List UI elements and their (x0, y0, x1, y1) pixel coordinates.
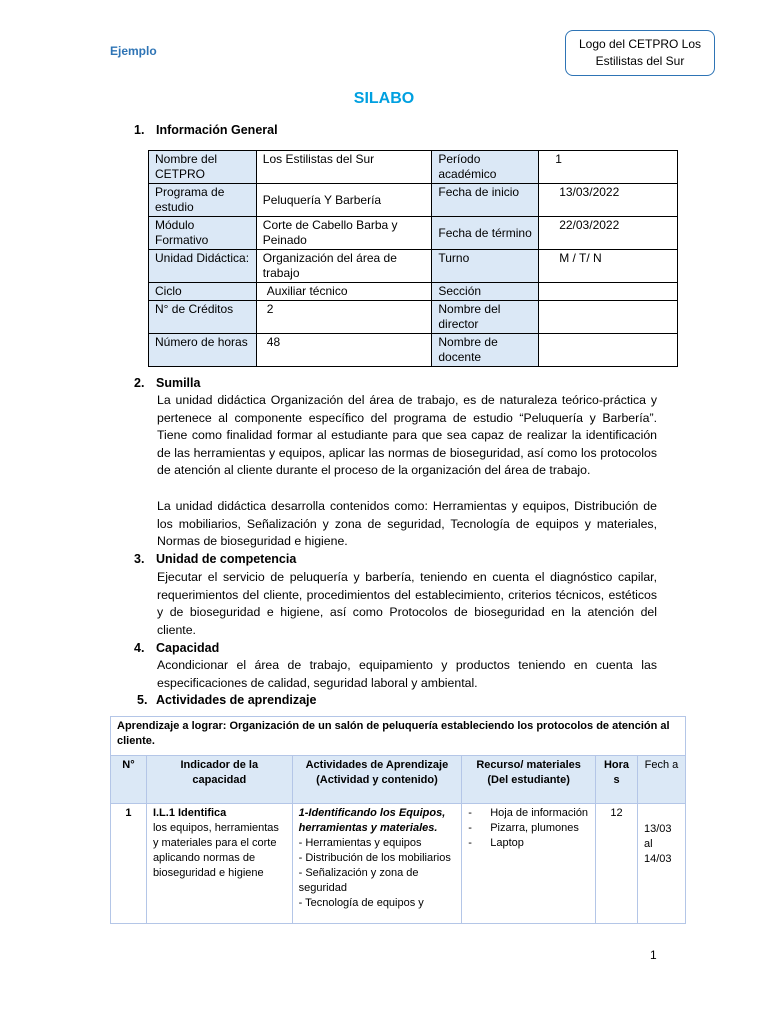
table-row (149, 151, 678, 184)
section-title: Sumilla (156, 376, 201, 390)
recurso-text: Laptop (490, 837, 524, 849)
value-cell: Organización del área de trabajo (256, 250, 432, 283)
section-2-heading (134, 376, 200, 390)
actividad-title: 1-Identificando los Equipos, herramientas y materiales. (298, 807, 446, 834)
value-cell (539, 301, 678, 334)
logo-placeholder (565, 30, 715, 76)
sumilla-paragraph-2: La unidad didáctica desarrolla contenidos como: Herramientas y equipos, Distribución de los mobiliarios, Señalización y zona de seguridad, Tecnología de equipos y materiales, Normas de bioseguridad e higiene. (157, 499, 657, 548)
bullet: - (468, 837, 472, 849)
section-1-heading (134, 123, 278, 137)
section-number: 4. (134, 641, 145, 655)
general-info-table (148, 150, 678, 367)
value-cell: 13/03/2022 (539, 184, 678, 217)
label-cell: Sección (432, 283, 539, 301)
section-title: Información General (156, 123, 278, 137)
recurso-text: Pizarra, plumones (490, 822, 579, 834)
value-cell: M / T/ N (539, 250, 678, 283)
horas-cell: 12 (596, 804, 638, 924)
indicador-cell (146, 804, 292, 924)
table-row (149, 301, 678, 334)
logo-line-2: Estilistas del Sur (595, 54, 685, 68)
list-item (468, 821, 589, 836)
section-4-heading (134, 641, 219, 655)
header-cell: Indicador de la capacidad (146, 756, 292, 804)
section-title: Capacidad (156, 641, 220, 655)
section-3-heading (134, 552, 296, 566)
competencia-text: Ejecutar el servicio de peluquería y barbería, teniendo en cuenta el diagnóstico capilar, requerimientos del cliente, procedimientos del establecimiento, criterios técnicos, estéticos y de bioseguridad e higiene, así como Protocolos de bioseguridad en la atención del cliente. (157, 570, 657, 637)
label-cell: Fecha de inicio (432, 184, 539, 217)
label-cell: Nombre de docente (432, 334, 539, 367)
list-item (468, 806, 589, 821)
label-cell: Unidad Didáctica: (149, 250, 257, 283)
section-5-heading (137, 693, 316, 707)
value-cell: Corte de Cabello Barba y Peinado (256, 217, 432, 250)
list-item (468, 836, 589, 851)
label-cell: Período académico (432, 151, 539, 184)
label-cell: Fecha de término (432, 217, 539, 250)
activities-table (110, 716, 686, 924)
table-row (111, 804, 686, 924)
list-item: - Tecnología de equipos y (298, 897, 424, 909)
recurso-text: Hoja de información (490, 807, 589, 819)
table-row (111, 717, 686, 756)
fecha-cell: 13/03 al 14/03 (637, 804, 685, 924)
header-cell: Recurso/ materiales (Del estudiante) (462, 756, 596, 804)
indicador-code: I.L.1 Identifica (152, 807, 227, 819)
bullet: - (468, 822, 472, 834)
value-cell: Auxiliar técnico (256, 283, 432, 301)
list-item: - Señalización y zona de seguridad (298, 867, 419, 894)
header-cell: Actividades de Aprendizaje (Actividad y contenido) (292, 756, 462, 804)
value-cell: 1 (539, 151, 678, 184)
logo-line-1: Logo del CETPRO Los (578, 37, 702, 51)
section-number: 3. (134, 552, 145, 566)
recursos-list (468, 806, 589, 851)
table-header-row (111, 756, 686, 804)
label-cell: Módulo Formativo (149, 217, 257, 250)
value-cell: 48 (256, 334, 432, 367)
table-row (149, 250, 678, 283)
label-cell: Número de horas (149, 334, 257, 367)
label-cell: Nombre del director (432, 301, 539, 334)
label-cell: Programa de estudio (149, 184, 257, 217)
section-title: Actividades de aprendizaje (156, 693, 317, 707)
indicador-text: los equipos, herramientas y materiales para el corte aplicando normas de bioseguridad e higiene (152, 822, 279, 879)
label-cell: Nombre del CETPRO (149, 151, 257, 184)
capacidad-text: Acondicionar el área de trabajo, equipamiento y productos teniendo en cuenta las especificaciones de calidad, seguridad laboral y ambiental. (157, 658, 657, 690)
row-number-cell: 1 (111, 804, 147, 924)
section-number: 5. (137, 693, 148, 707)
section-title: Unidad de competencia (156, 552, 297, 566)
list-item: - Distribución de los mobiliarios (298, 852, 451, 864)
header-cell: Hora s (596, 756, 638, 804)
bullet: - (468, 807, 472, 819)
section-number: 2. (134, 376, 145, 390)
sumilla-paragraph-1: La unidad didáctica Organización del área de trabajo, es de naturaleza teórico-práctica y pertenece al componente específico del programa de estudio “Peluquería y Barbería”. Tiene como finalidad formar al estudiante para que sea capaz de realizar la identificación de las herramientas y equipos, aplicar las normas de bioseguridad, así como los protocolos de atención al cliente durante el proceso de la organización del área de trabajo. (157, 393, 657, 477)
value-cell (539, 334, 678, 367)
value-cell: 2 (256, 301, 432, 334)
page-number: 1 (650, 948, 657, 962)
actividades-cell (292, 804, 462, 924)
table-row (149, 184, 678, 217)
label-cell: Turno (432, 250, 539, 283)
label-cell: Ciclo (149, 283, 257, 301)
value-cell: Los Estilistas del Sur (256, 151, 432, 184)
page-title: SILABO (353, 90, 415, 107)
table-row (149, 217, 678, 250)
list-item: - Herramientas y equipos (298, 837, 422, 849)
section-number: 1. (134, 123, 145, 137)
recursos-cell (462, 804, 596, 924)
value-cell (539, 283, 678, 301)
label-cell: N° de Créditos (149, 301, 257, 334)
example-label: Ejemplo (110, 44, 157, 58)
table-row (149, 334, 678, 367)
header-cell: N° (111, 756, 147, 804)
header-cell: Fech a (637, 756, 685, 804)
aprendizaje-cell: Aprendizaje a lograr: Organización de un salón de peluquería estableciendo los protocolos de atención al cliente. (111, 717, 686, 756)
value-cell: Peluquería Y Barbería (256, 184, 432, 217)
value-cell: 22/03/2022 (539, 217, 678, 250)
table-row (149, 283, 678, 301)
